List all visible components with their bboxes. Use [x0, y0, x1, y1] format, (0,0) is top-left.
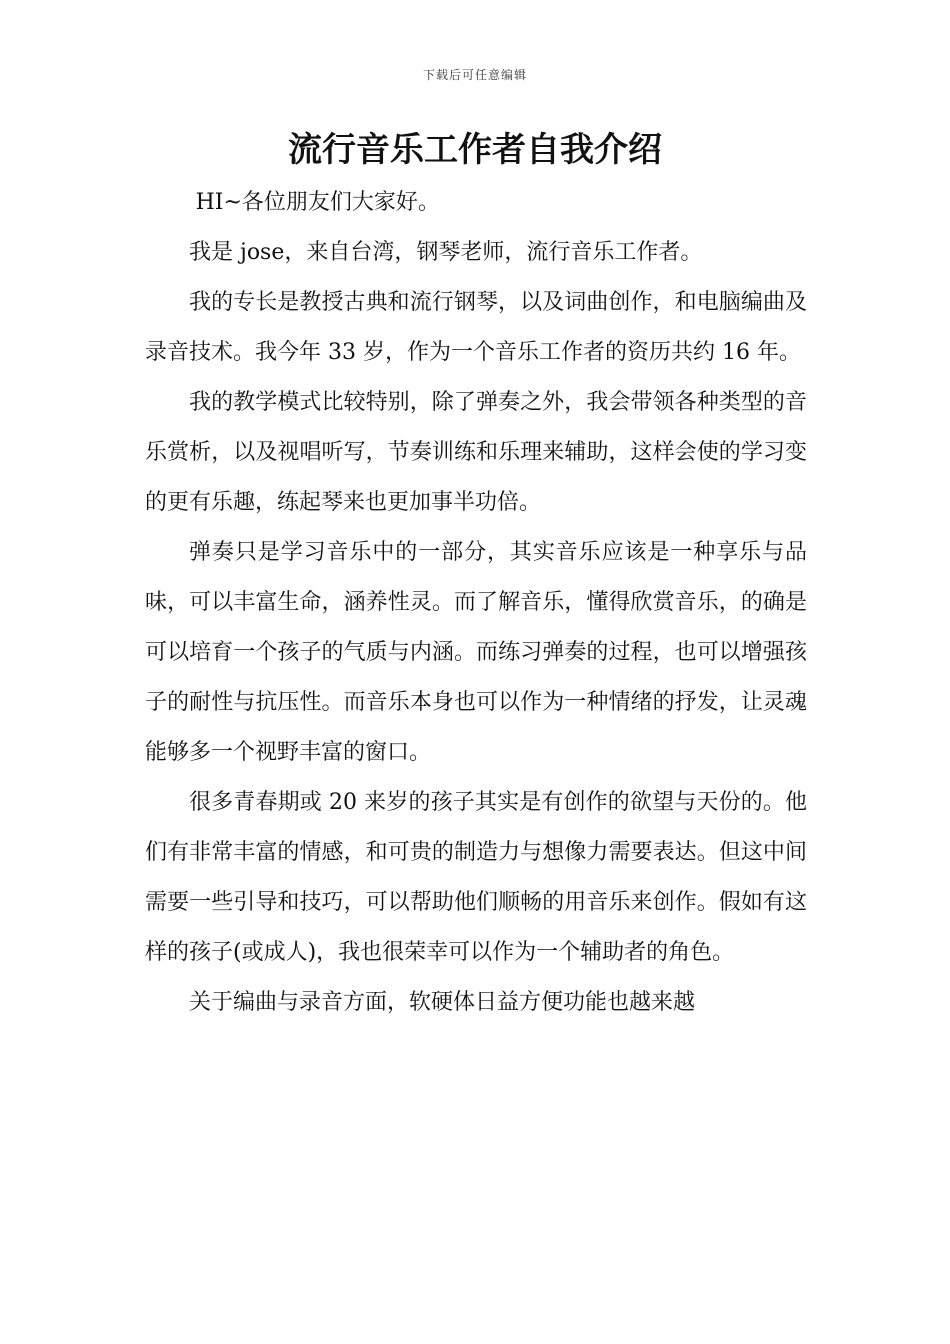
document-title: 流行音乐工作者自我介绍: [288, 130, 662, 170]
paragraph-young-creators: 很多青春期或 20 来岁的孩子其实是有创作的欲望与天份的。他们有非常丰富的情感，和可贵的制造力与想像力需要表达。但这中间需要一些引导和技巧，可以帮助他们顺畅的用音乐来创作。假如有这样的孩子(或成人)，我也很荣幸可以作为一个辅助者的角色。: [145, 790, 807, 965]
paragraph-teaching-style: 我的教学模式比较特别，除了弹奏之外，我会带领各种类型的音乐赏析，以及视唱听写，节奏训练和乐理来辅助，这样会使的学习变的更有乐趣，练起琴来也更加事半功倍。: [145, 390, 807, 515]
paragraph-music-value: 弹奏只是学习音乐中的一部分，其实音乐应该是一种享乐与品味，可以丰富生命，涵养性灵。而了解音乐，懂得欣赏音乐，的确是可以培育一个孩子的气质与内涵。而练习弹奏的过程，也可以增强孩子的耐性与抗压性。而音乐本身也可以作为一种情绪的抒发，让灵魂能够多一个视野丰富的窗口。: [145, 540, 807, 765]
paragraph-greeting: HI~各位朋友们大家好。: [195, 190, 440, 215]
page-header-note: 下载后可任意编辑: [422, 68, 527, 82]
document-body: [145, 178, 807, 1028]
paragraph-introduction: 我是 jose，来自台湾，钢琴老师，流行音乐工作者。: [189, 240, 703, 265]
paragraph-arranging-recording: 关于编曲与录音方面，软硬体日益方便功能也越来越: [189, 990, 696, 1015]
paragraph-specialty: 我的专长是教授古典和流行钢琴，以及词曲创作，和电脑编曲及录音技术。我今年 33 岁，作为一个音乐工作者的资历共约 16 年。: [145, 290, 807, 365]
